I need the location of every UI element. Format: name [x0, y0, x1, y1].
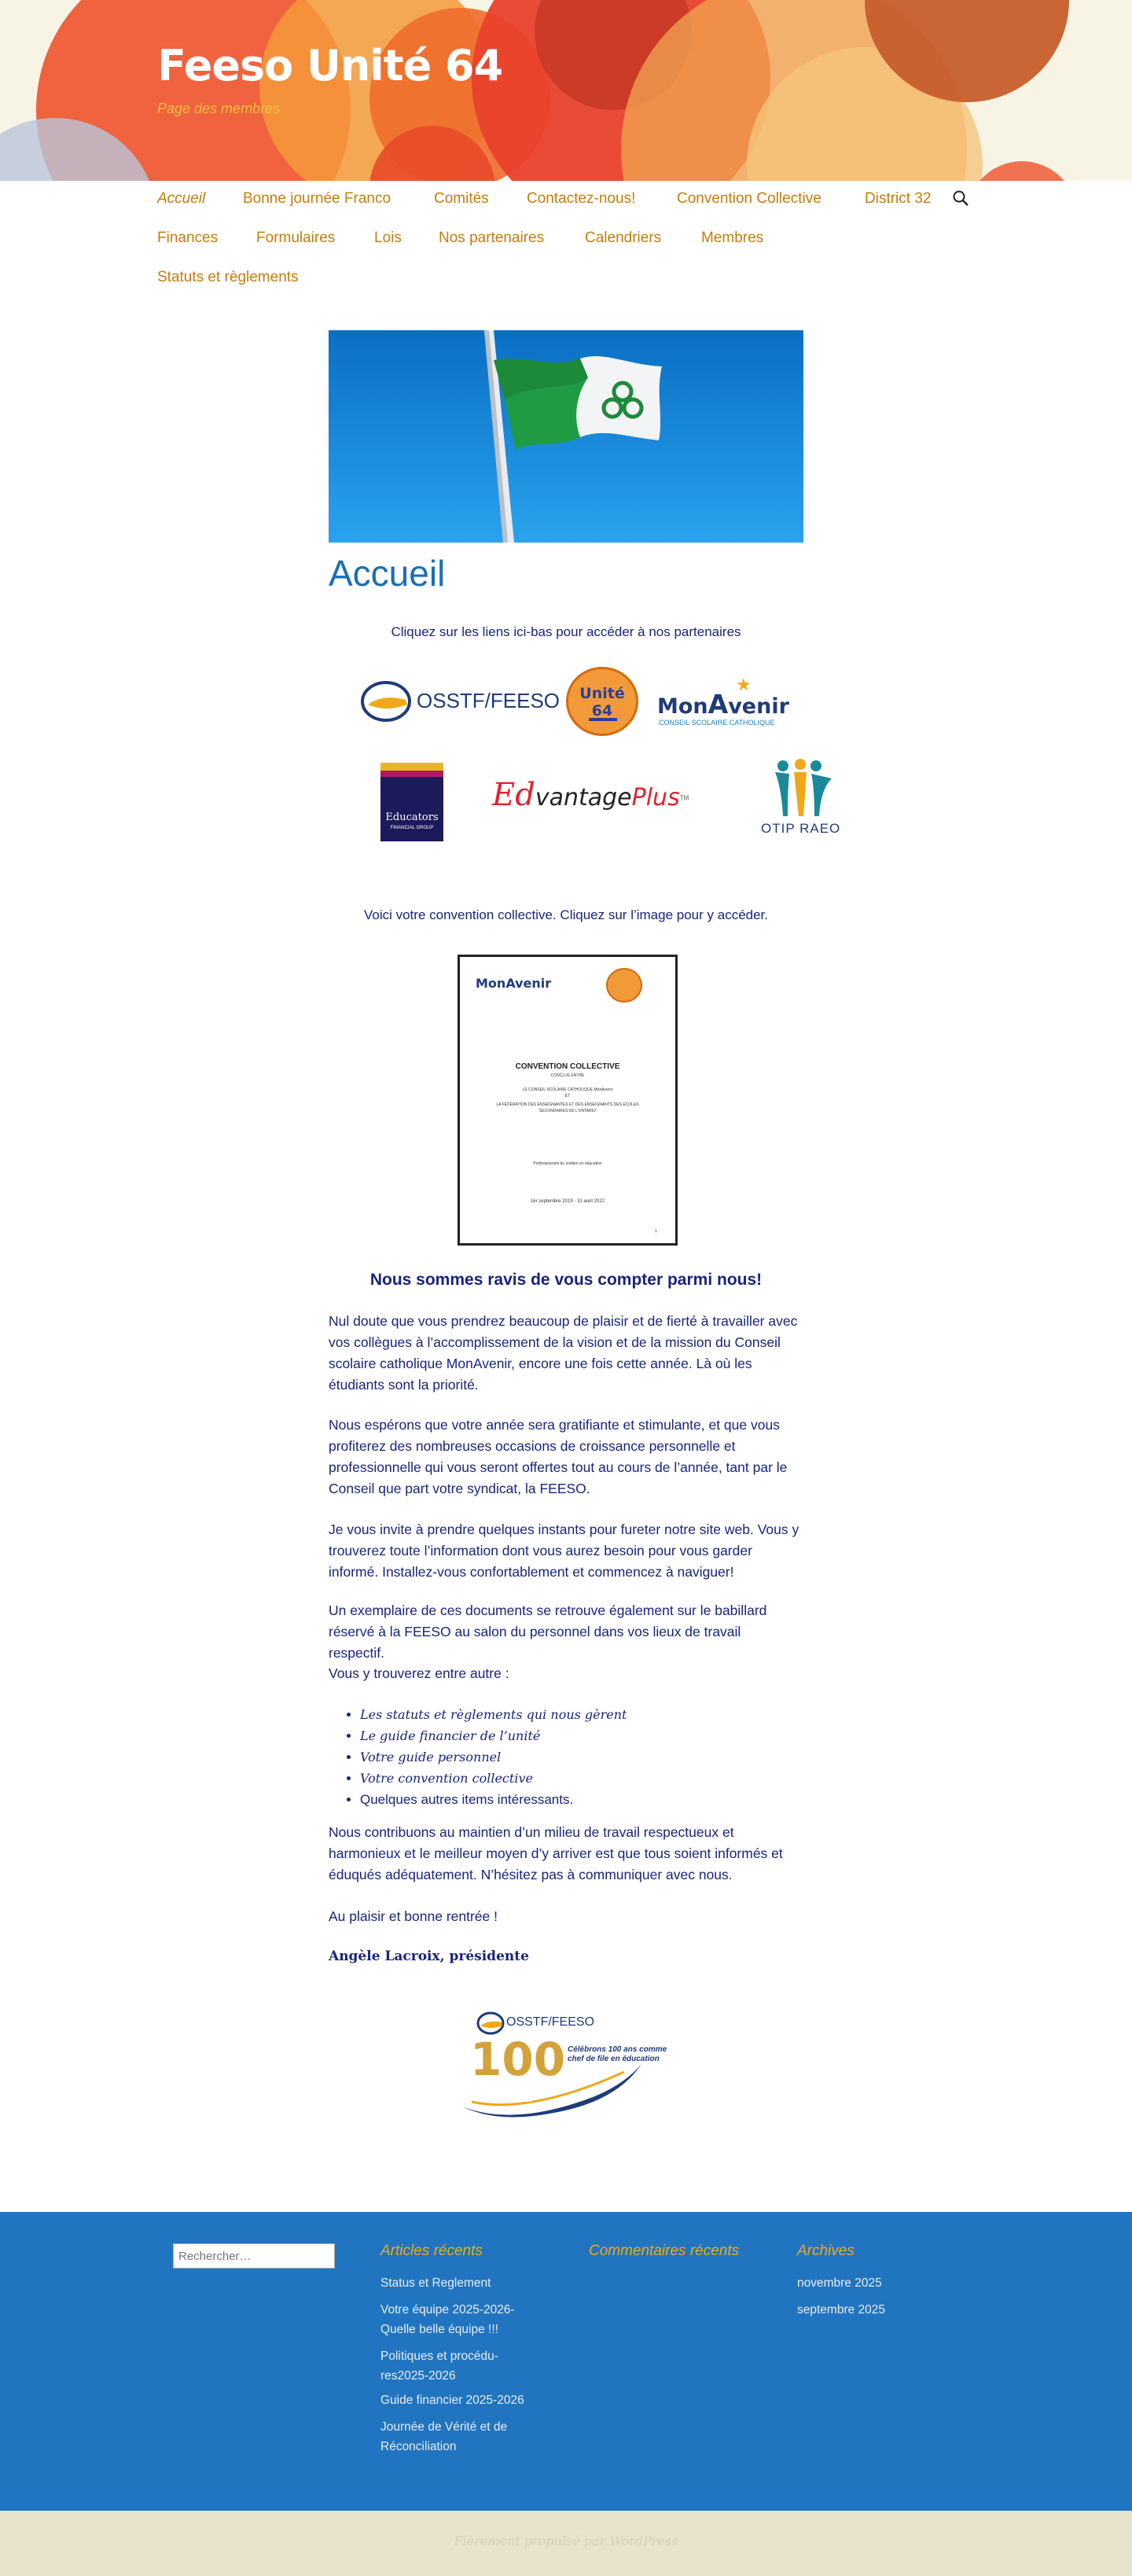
- monavenir-wordmark: [657, 689, 789, 719]
- educators-subtitle: FINANCIAL GROUP: [390, 826, 434, 830]
- recent-post-link[interactable]: Status et Reglement: [380, 2276, 491, 2290]
- doc-line2: LE CONSEIL SCOLAIRE CATHOLIQUE MonAvenir: [522, 1087, 613, 1092]
- doc-line1: CONCLUE ENTRE: [550, 1073, 585, 1078]
- paragraph-5: Vous y trouverez entre autre :: [329, 1665, 509, 1681]
- nav-convention-collective[interactable]: Convention Collective: [677, 190, 821, 207]
- archives-title: Archives: [797, 2243, 855, 2259]
- otip-text: OTIP RAEO: [761, 821, 841, 836]
- site-header: [0, 0, 1132, 181]
- doc-monavenir-logo: MonAvenir: [476, 976, 552, 991]
- edvantage-ed: Ed: [492, 777, 535, 813]
- site-description: Page des membres: [157, 101, 281, 116]
- otip-figures-icon: [755, 756, 857, 819]
- educators-text: Educators: [385, 811, 439, 823]
- recent-comments-title: Commentaires récents: [589, 2243, 740, 2259]
- recent-post-link[interactable]: Guide financier 2025-2026: [380, 2394, 524, 2407]
- list-item: • Votre convention collective: [360, 1768, 800, 1789]
- nav-accueil[interactable]: Accueil: [157, 190, 206, 207]
- doc-page-number: 1: [655, 1229, 657, 1234]
- doc-line3: ET: [564, 1094, 571, 1098]
- list-item: • Votre guide personnel: [360, 1746, 800, 1768]
- edvantage-tm: TM: [679, 794, 689, 802]
- list-item: • Les statuts et règlements qui nous gèrent: [360, 1704, 800, 1725]
- centennial-years: 1919-2019: [495, 2096, 533, 2104]
- osstf-centennial-logo: [459, 2009, 679, 2127]
- search-icon[interactable]: [951, 189, 970, 208]
- archive-link[interactable]: septembre 2025: [797, 2303, 886, 2317]
- educators-logo[interactable]: [380, 763, 443, 841]
- centennial-number: 100: [470, 2033, 566, 2086]
- unite64-circle: [566, 667, 638, 736]
- recent-posts-title: Articles récents: [380, 2243, 483, 2259]
- edvantage-plus: Plus: [631, 784, 680, 811]
- list-item: • Le guide financier de l’unité: [360, 1725, 800, 1746]
- nav-comites[interactable]: Comités: [434, 190, 489, 207]
- monavenir-mon: Mon: [657, 694, 708, 719]
- archive-link[interactable]: novembre 2025: [797, 2276, 882, 2290]
- paragraph-2: Nous espérons que votre année sera gratifiante et stimulante, et que vous profiterez des nombreuses occasions de croissance personnelle et professionnelle qui vous seront offertes tout au cours de l’année, tant par le Conseil que part votre syndicat, la FEESO.: [329, 1417, 788, 1496]
- unite64-logo[interactable]: [566, 667, 640, 738]
- convention-collective-document[interactable]: [458, 955, 678, 1246]
- centennial-tagline-2: chef de file en éducation: [568, 2055, 660, 2063]
- unite64-figures-icon: [589, 710, 617, 721]
- footer-widgets: [0, 2212, 1132, 2511]
- recent-post-link[interactable]: Journée de Vérité et de Réconciliation: [380, 2420, 508, 2453]
- osstf-text: OSSTF/FEESO: [417, 689, 560, 712]
- edvantage-vantage: vantage: [535, 784, 632, 811]
- nav-calendriers[interactable]: Calendriers: [585, 230, 662, 246]
- nav-membres[interactable]: Membres: [701, 230, 764, 246]
- monavenir-subtitle: CONSEIL SCOLAIRE CATHOLIQUE: [659, 719, 775, 727]
- monavenir-a: A: [708, 689, 729, 719]
- paragraph-1: Nul doute que vous prendrez beaucoup de plaisir et de fierté à travailler avec vos collègues à l’accomplissement de la vision et de la mission du Conseil scolaire catholique MonAvenir, encore une fois cette année. Là où les étudiants sont la priorité.: [329, 1313, 798, 1393]
- nav-bonne-journee-franco[interactable]: Bonne journée Franco: [243, 190, 391, 207]
- list-item: • Quelques autres items intéressants.: [360, 1789, 800, 1810]
- nav-statuts-et-reglements[interactable]: Statuts et règlements: [157, 269, 299, 285]
- educators-stripe-yellow: [380, 763, 443, 771]
- recent-post-link[interactable]: Votre équipe 2025-2026- Quelle belle équipe !!!: [380, 2303, 515, 2336]
- centennial-brand: OSSTF/FEESO: [506, 2015, 595, 2029]
- signature: Angèle Lacroix, présidente: [329, 1949, 529, 1964]
- paragraph-4: Un exemplaire de ces documents se retrouve également sur le babillard réservé à la FEESO au salon du personnel dans vos lieux de travail respectif.: [329, 1603, 767, 1661]
- paragraph-3: Je vous invite à prendre quelques instants pour fureter notre site web. Vous y trouverez toute l’information dont vous aurez besoin pour vous garder informé. Installez-vous confortablement et commencez à naviguer!: [329, 1522, 799, 1580]
- monavenir-logo[interactable]: [657, 675, 789, 731]
- otip-raeo-logo[interactable]: [755, 756, 857, 843]
- recent-post-link[interactable]: Politiques et procédu- res2025-2026: [380, 2350, 498, 2383]
- doc-title: CONVENTION COLLECTIVE: [515, 1062, 620, 1071]
- site-title[interactable]: Feeso Unité 64: [157, 41, 503, 90]
- doc-line6: 1er septembre 2019 - 31 août 2022: [530, 1199, 605, 1204]
- doc-line4: LA FÉDÉRATION DES ENSEIGNANTES ET DES ENSEIGNANTS DES ÉCOLES SECONDAIRES DE L’ONTARIO: [496, 1102, 639, 1113]
- convention-intro: Voici votre convention collective. Cliquez sur l’image pour y accéder.: [363, 907, 769, 922]
- documents-list: [360, 1704, 800, 1810]
- hero-flag-image: [329, 330, 803, 543]
- monavenir-venir: venir: [728, 694, 789, 719]
- franco-ontarian-flag-icon: [329, 330, 803, 543]
- nav-lois[interactable]: Lois: [374, 230, 402, 246]
- nav-contactez-nous[interactable]: Contactez-nous!: [527, 190, 636, 207]
- doc-unite64-logo: [606, 968, 642, 1003]
- page-title: Accueil: [329, 553, 446, 594]
- nav-finances[interactable]: Finances: [157, 230, 219, 246]
- powered-by-link[interactable]: Fièrement propulsé par WordPress: [454, 2534, 678, 2548]
- nav-formulaires[interactable]: Formulaires: [256, 230, 336, 246]
- osstf-feeso-logo[interactable]: [360, 676, 560, 723]
- closing-paragraph-2: Au plaisir et bonne rentrée !: [329, 1908, 498, 1924]
- nav-nos-partenaires[interactable]: Nos partenaires: [439, 230, 545, 246]
- closing-paragraph-1: Nous contribuons au maintien d’un milieu de travail respectueux et harmonieux et le meilleur moyen d’y arriver est que tous soient informés et éduqués adéquatement. N’hésitez pas à communiquer avec nous.: [329, 1824, 783, 1882]
- centennial-ans: ans d’action: [483, 2083, 542, 2095]
- centennial-tagline-1: Célébrons 100 ans comme: [568, 2045, 667, 2054]
- nav-district-32[interactable]: District 32: [865, 190, 932, 207]
- header-decoration: [967, 161, 1077, 181]
- partners-intro: Cliquez sur les liens ici-bas pour accéder à nos partenaires: [391, 624, 741, 639]
- edvantage-plus-logo[interactable]: [492, 777, 696, 816]
- educators-stripe-red: [380, 771, 443, 777]
- footer-search-input[interactable]: [173, 2243, 335, 2269]
- welcome-heading: Nous sommes ravis de vous compter parmi nous!: [369, 1271, 763, 1289]
- monavenir-star-icon: ★: [736, 675, 752, 694]
- doc-line5: Professionnels du soutien en éducation: [533, 1161, 602, 1166]
- unite64-text: Unité 64: [579, 685, 625, 719]
